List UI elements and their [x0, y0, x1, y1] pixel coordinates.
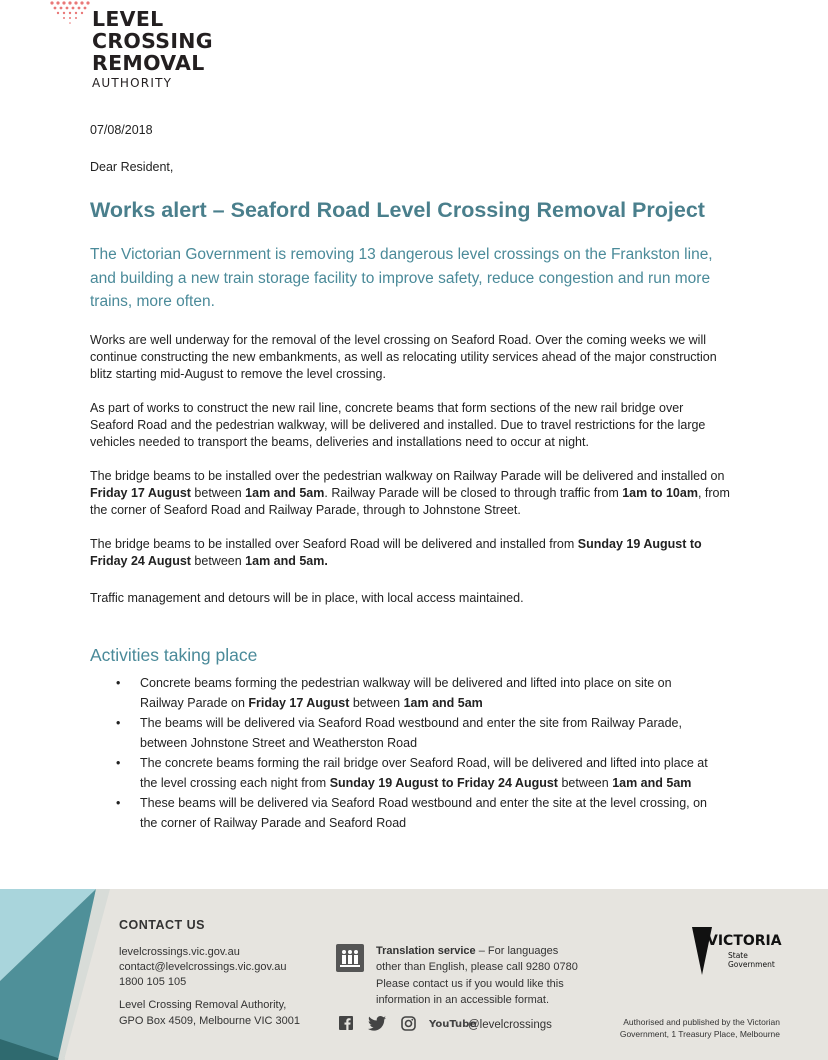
translation-line-2: other than English, please call 9280 0780 [376, 961, 578, 973]
bullet-icon: • [116, 796, 121, 810]
bold-time: 1am and 5am [403, 696, 483, 710]
body-paragraph-3 [90, 468, 730, 519]
victoria-wordmark: VICTORIA [707, 933, 782, 949]
text-span: Concrete beams forming the pedestrian walkway will be delivered and lifted into place on site on Railway Parade on [140, 676, 672, 710]
text-span: – For languages [475, 945, 559, 957]
facebook-icon[interactable] [339, 1016, 353, 1033]
list-item [112, 793, 712, 833]
list-item [112, 713, 712, 753]
activities-heading: Activities taking place [90, 645, 258, 665]
activities-list [112, 673, 712, 833]
text-span: between [349, 696, 404, 710]
body-paragraph-1: Works are well underway for the removal of the level crossing on Seaford Road. Over the coming weeks we will continue constructing the new embankments, as well as relocating utility services ahead of the major construction blitz starting mid-August to remove the level crossing. [90, 333, 717, 381]
logo-line-1: LEVEL [92, 7, 164, 31]
bullet-icon: • [116, 756, 121, 770]
page-title: Works alert – Seaford Road Level Crossing Removal Project [90, 198, 705, 222]
youtube-wordmark: YouTube [429, 1019, 477, 1030]
body-paragraph-5: Traffic management and detours will be in place, with local access maintained. [90, 591, 524, 605]
victoria-sub-1: State [728, 951, 748, 960]
instagram-icon[interactable] [401, 1016, 416, 1034]
social-handle[interactable]: @levelcrossings [468, 1019, 552, 1031]
logo-line-2: CROSSING [92, 29, 213, 53]
logo-authority: AUTHORITY [92, 76, 173, 90]
text-span: The bridge beams to be installed over Seaford Road will be delivered and installed from [90, 537, 578, 551]
text-span: These beams will be delivered via Seaford Road westbound and enter the site at the level crossing, on the corner of Railway Parade and Seaford Road [140, 796, 707, 830]
translation-line-1 [376, 945, 606, 957]
body-paragraph-2: As part of works to construct the new rail line, concrete beams that form sections of the new rail bridge over Seaford Road and the pedestrian walkway, will be delivered and installed. Due to travel restrictions for the large vehicles needed to transport the beams, deliveries and installations need to occur at night. [90, 401, 706, 449]
bold-date: Friday 17 August [90, 486, 191, 500]
translation-line-3: Please contact us if you would like this [376, 978, 564, 990]
letter-date: 07/08/2018 [90, 123, 153, 137]
body-paragraph-4 [90, 536, 730, 570]
text-span: . Railway Parade will be closed to through traffic from [324, 486, 623, 500]
text-span: between [190, 554, 246, 568]
address-line-2: GPO Box 4509, Melbourne VIC 3001 [119, 1015, 300, 1027]
footer [0, 889, 828, 1060]
email-link[interactable]: contact@levelcrossings.vic.gov.au [119, 961, 287, 973]
list-item [112, 753, 712, 793]
authorised-line-2: Government, 1 Treasury Place, Melbourne [619, 1029, 780, 1039]
text-span: The beams will be delivered via Seaford Road westbound and enter the site from Railway Parade, between Johnstone Street and Weatherston Road [140, 716, 682, 750]
bold-time: 1am and 5am. [245, 554, 328, 568]
list-item [112, 673, 712, 713]
footer-decoration [0, 889, 130, 1060]
salutation: Dear Resident, [90, 160, 174, 174]
translation-icon [336, 944, 364, 972]
bold-date: Sunday 19 August to Friday 24 August [90, 537, 702, 568]
youtube-icon[interactable] [429, 1016, 477, 1033]
text-span: between [190, 486, 246, 500]
address-line-1: Level Crossing Removal Authority, [119, 999, 287, 1011]
bold-time: 1am and 5am [245, 486, 325, 500]
lxra-logo [48, 0, 248, 95]
text-span: The concrete beams forming the rail bridge over Seaford Road, will be delivered and lifted into place at the level crossing each night from [140, 756, 708, 790]
logo-wordmark [92, 8, 213, 74]
translation-line-4: information in an accessible format. [376, 994, 550, 1006]
bullet-icon: • [116, 676, 121, 690]
bold-date: Friday 17 August [248, 696, 350, 710]
authorised-line-1: Authorised and published by the Victorian [623, 1017, 780, 1027]
phone-number[interactable]: 1800 105 105 [119, 976, 187, 988]
website-link[interactable]: levelcrossings.vic.gov.au [119, 946, 240, 958]
text-span: between [557, 776, 613, 790]
bold-time: 1am to 10am [622, 486, 698, 500]
twitter-icon[interactable] [368, 1016, 386, 1034]
victoria-sub-2: Government [728, 960, 775, 969]
victoria-logo [690, 925, 790, 975]
logo-line-3: REMOVAL [92, 51, 205, 75]
bullet-icon: • [116, 716, 121, 730]
contact-heading: CONTACT US [119, 918, 206, 932]
translation-label: Translation service [376, 945, 476, 957]
intro-paragraph: The Victorian Government is removing 13 dangerous level crossings on the Frankston line, and building a new train storage facility to improve safety, reduce congestion and run more trains, more often. [90, 246, 713, 310]
logo-dots-graphic [48, 0, 98, 28]
text-span: , from the corner of Seaford Road and Railway Parade, through to Johnstone Street. [90, 486, 730, 517]
text-span: The bridge beams to be installed over the pedestrian walkway on Railway Parade will be delivered and installed on [90, 469, 725, 483]
bold-date: Sunday 19 August to Friday 24 August [329, 776, 558, 790]
bold-time: 1am and 5am [612, 776, 692, 790]
